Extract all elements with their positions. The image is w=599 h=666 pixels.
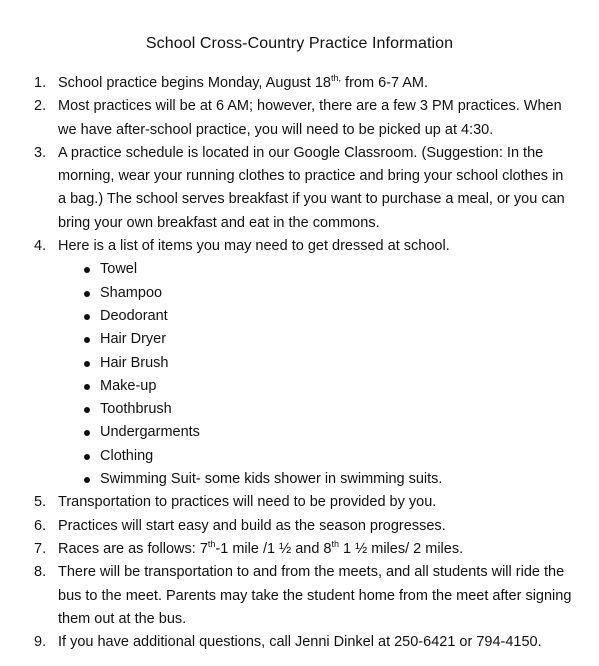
bullet-item [58, 375, 574, 398]
item-text: Transportation to practices will need to be provided by you. [58, 494, 437, 511]
bullet-dot-icon [84, 314, 90, 320]
item-text-part: School practice begins Monday, August 18 [58, 75, 331, 91]
item-text-part: from 6-7 AM. [341, 75, 429, 91]
bullet-item [58, 328, 574, 351]
list-item-5 [34, 491, 574, 514]
bullet-dot-icon [84, 407, 90, 413]
item-text: There will be transportation to and from the meets, and all students will ride the bus to the meet. Parents may take the student home from the meet after signing them out at the bus. [58, 564, 572, 627]
bullet-dot-icon [84, 361, 90, 367]
list-item-3 [34, 142, 574, 235]
item-text: If you have additional questions, call Jenni Dinkel at 250-6421 or 794-4150. [58, 634, 542, 651]
list-item-7 [34, 538, 574, 561]
item-number: 9. [34, 634, 47, 651]
item-text [58, 538, 574, 561]
list-item-9 [34, 631, 574, 654]
ordinal-suffix: th, [331, 73, 342, 84]
list-item-8 [34, 561, 574, 631]
list-item-4 [34, 235, 574, 491]
bullet-text: Swimming Suit- some kids shower in swimming suits. [100, 471, 443, 488]
bullet-item [58, 445, 574, 468]
item-text: Here is a list of items you may need to get dressed at school. [58, 238, 450, 255]
bullet-item [58, 421, 574, 444]
item-text [58, 72, 574, 95]
bullet-item [58, 398, 574, 421]
item-text-part: -1 mile /1 ½ and 8 [215, 540, 332, 557]
bullet-item [58, 468, 574, 491]
bullet-text: Shampoo [100, 284, 163, 301]
list-item-1 [34, 72, 574, 95]
bullet-dot-icon [84, 430, 90, 436]
list-item-6 [34, 515, 574, 538]
bullet-text: Toothbrush [100, 401, 172, 418]
info-list [34, 72, 574, 654]
item-number: 5. [34, 494, 47, 511]
bullet-text: Towel [100, 261, 138, 278]
item-text: A practice schedule is located in our Google Classroom. (Suggestion: In the morning, wear your running clothes to practice and bring your school clothes in a bag.) The school serves breakfast if you want to purchase a meal, or you can bring your own breakfast and eat in the commons. [58, 144, 565, 231]
item-number: 7. [34, 540, 47, 557]
bullet-dot-icon [84, 337, 90, 343]
bullet-dot-icon [84, 267, 90, 273]
bullet-item [58, 305, 574, 328]
item-number: 6. [34, 517, 47, 534]
ordinal-suffix: th [207, 539, 216, 550]
bullet-item [58, 258, 574, 281]
item-number: 4. [34, 238, 47, 255]
bullet-dot-icon [84, 384, 90, 390]
bullet-text: Undergarments [100, 424, 200, 441]
document-title: School Cross-Country Practice Information [145, 35, 454, 52]
bullet-text: Clothing [100, 447, 154, 464]
item-text-part: Races are as follows: 7 [58, 540, 208, 557]
bullet-item [58, 282, 574, 305]
bullet-dot-icon [84, 477, 90, 483]
item-number: 2. [34, 98, 47, 115]
bullet-dot-icon [84, 291, 90, 297]
item-number: 8. [34, 564, 47, 581]
bullet-dot-icon [84, 454, 90, 460]
bullet-item [58, 352, 574, 375]
item-number: 3. [34, 144, 47, 161]
bullet-text: Make-up [100, 377, 157, 394]
bullet-text: Hair Dryer [100, 331, 167, 348]
bullet-text: Deodorant [100, 307, 168, 324]
item-text: Most practices will be at 6 AM; however, there are a few 3 PM practices. When we have after-school practice, you will need to be picked up at 4:30. [58, 98, 562, 138]
item-text: Practices will start easy and build as the season progresses. [58, 517, 446, 534]
items-to-bring-list [58, 258, 574, 491]
bullet-text: Hair Brush [100, 354, 169, 371]
item-text-part: 1 ½ miles/ 2 miles. [339, 540, 464, 557]
list-item-2 [34, 95, 574, 142]
item-number: 1. [34, 75, 47, 91]
ordinal-suffix: th [331, 539, 340, 550]
